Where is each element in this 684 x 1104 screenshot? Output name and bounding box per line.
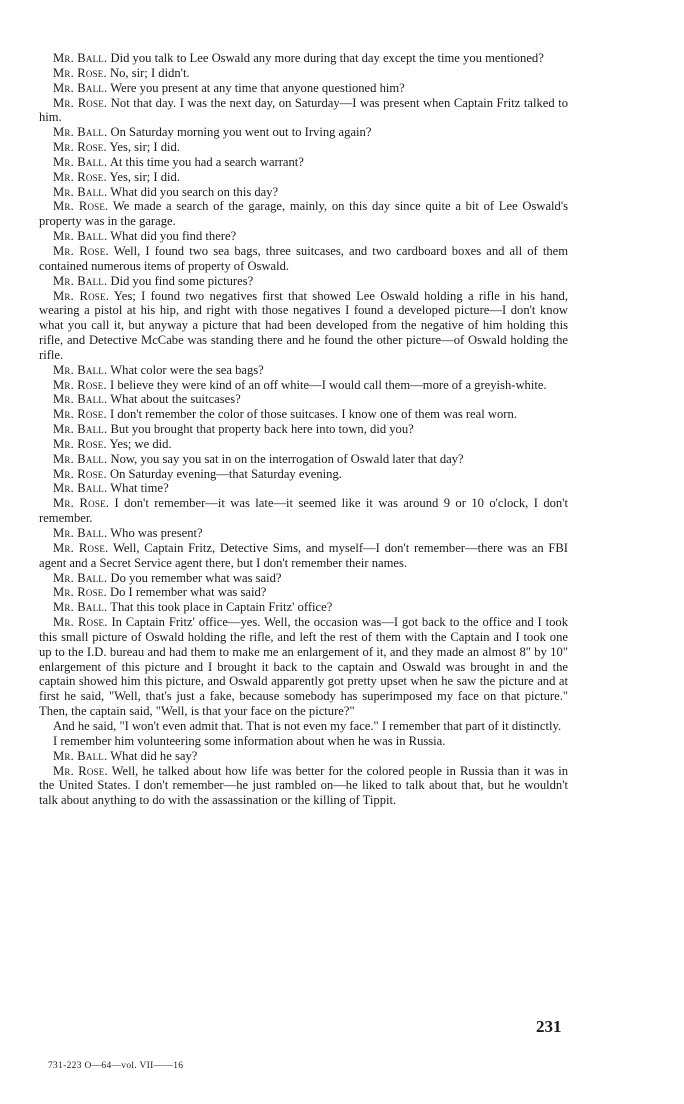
speaker-label: Mr. Rose.	[53, 407, 107, 422]
speaker-label: Mr. Rose.	[53, 95, 108, 110]
speaker-label: Mr. Rose.	[53, 540, 109, 555]
speaker-label: Mr. Ball.	[53, 273, 108, 288]
statement-text: That this took place in Captain Fritz' office?	[110, 600, 333, 615]
statement-text: Yes, sir; I did.	[109, 140, 180, 155]
transcript-paragraph	[39, 244, 568, 274]
statement-text: I don't remember the color of those suitcases. I know one of them was real worn.	[110, 407, 517, 422]
page-number: 231	[536, 1017, 562, 1036]
statement-text: And he said, "I won't even admit that. That is not even my face." I remember that part of it distinctly.	[53, 718, 562, 733]
speaker-label: Mr. Ball.	[53, 362, 108, 377]
statement-text: Did you find some pictures?	[110, 273, 254, 288]
statement-text: In Captain Fritz' office—yes. Well, the occasion was—I got back to the office and I took this small picture of Oswald holding the rifle, and left the rest of them with the Captain and I took one up to the I.D. bureau and had them to make me an enlargement of it, and they made an almost 8" by 10" enlargement of this picture and I brought it back to the captain and Oswald was brought in and the captain showed him this picture, and Oswald apparently got pretty upset when he saw the picture and at first he said, "Well, that's just a fake, because somebody has superimposed my face on that picture." Then, the captain said, "Well, is that your face on the picture?"	[39, 615, 568, 719]
transcript-paragraph	[39, 170, 568, 185]
transcript-paragraph	[39, 199, 568, 229]
transcript-paragraph	[39, 719, 568, 734]
transcript-paragraph	[39, 764, 568, 809]
transcript-paragraph	[39, 229, 568, 244]
transcript-paragraph	[39, 125, 568, 140]
statement-text: Who was present?	[110, 526, 203, 540]
speaker-label: Mr. Rose.	[53, 169, 107, 184]
speaker-label: Mr. Rose.	[53, 243, 109, 258]
statement-text: We made a search of the garage, mainly, on this day since quite a bit of Lee Oswald's property was in the garage.	[39, 199, 568, 229]
speaker-label: Mr. Rose.	[53, 436, 107, 451]
speaker-label: Mr. Rose.	[53, 763, 108, 778]
transcript-paragraph	[39, 749, 568, 764]
speaker-label: Mr. Rose.	[53, 377, 107, 392]
speaker-label: Mr. Ball.	[53, 481, 108, 496]
statement-text: Well, he talked about how life was better for the colored people in Russia than it was in the United States. I don't remember—he just rambled on—he liked to talk about that, but he wouldn't talk about anything to do with the assassination or the killing of Tippit.	[39, 763, 568, 808]
transcript-paragraph	[39, 541, 568, 571]
statement-text: I believe they were kind of an off white—I would call them—more of a greyish-white.	[110, 377, 547, 392]
statement-text: Were you present at any time that anyone questioned him?	[110, 80, 405, 95]
transcript-paragraph	[39, 96, 568, 126]
speaker-label: Mr. Ball.	[53, 392, 108, 407]
statement-text: Do you remember what was said?	[110, 570, 282, 585]
transcript-paragraph	[39, 51, 568, 66]
statement-text: Yes; we did.	[109, 436, 172, 451]
transcript-paragraph	[39, 481, 568, 496]
speaker-label: Mr. Ball.	[53, 80, 108, 95]
transcript-paragraph	[39, 185, 568, 200]
speaker-label: Mr. Rose.	[53, 615, 108, 630]
transcript-paragraph	[39, 81, 568, 96]
speaker-label: Mr. Ball.	[53, 229, 108, 244]
statement-text: No, sir; I didn't.	[110, 65, 190, 80]
speaker-label: Mr. Rose.	[53, 288, 110, 303]
statement-text: What did he say?	[110, 748, 198, 763]
transcript-paragraph	[39, 274, 568, 289]
transcript-paragraph	[39, 66, 568, 81]
transcript-paragraph	[39, 437, 568, 452]
speaker-label: Mr. Rose.	[53, 585, 107, 600]
transcript-paragraph	[39, 140, 568, 155]
statement-text: I remember him volunteering some information about when he was in Russia.	[53, 733, 446, 748]
statement-text: Well, Captain Fritz, Detective Sims, and myself—I don't remember—there was an FBI agent and a Secret Service agent there, but I don't remember their names.	[39, 540, 569, 570]
transcript-paragraph	[39, 155, 568, 170]
transcript-paragraph	[39, 363, 568, 378]
speaker-label: Mr. Ball.	[53, 526, 108, 540]
statement-text: Well, I found two sea bags, three suitcases, and two cardboard boxes and all of them contained numerous items of property of Oswald.	[39, 243, 569, 273]
speaker-label: Mr. Ball.	[53, 125, 108, 140]
transcript-paragraph	[39, 615, 568, 719]
statement-text: What color were the sea bags?	[110, 362, 264, 377]
transcript-paragraph	[39, 571, 568, 586]
transcript-paragraph	[39, 526, 568, 541]
transcript-paragraph	[39, 600, 568, 615]
statement-text: Do I remember what was said?	[110, 585, 267, 600]
transcript-paragraph	[39, 585, 568, 600]
speaker-label: Mr. Ball.	[53, 51, 108, 65]
speaker-label: Mr. Ball.	[53, 154, 108, 169]
transcript-paragraph	[39, 422, 568, 437]
transcript-paragraph	[39, 467, 568, 482]
speaker-label: Mr. Rose.	[53, 199, 109, 214]
statement-text: On Saturday evening—that Saturday evening.	[110, 466, 342, 481]
speaker-label: Mr. Rose.	[53, 140, 107, 155]
speaker-label: Mr. Ball.	[53, 570, 108, 585]
transcript-paragraph	[39, 496, 568, 526]
speaker-label: Mr. Ball.	[53, 184, 108, 199]
statement-text: What time?	[110, 481, 169, 496]
transcript-paragraph	[39, 289, 568, 363]
speaker-label: Mr. Rose.	[53, 466, 107, 481]
speaker-label: Mr. Rose.	[53, 496, 110, 511]
speaker-label: Mr. Ball.	[53, 451, 108, 466]
statement-text: Yes, sir; I did.	[109, 169, 180, 184]
speaker-label: Mr. Ball.	[53, 422, 108, 437]
transcript-body	[39, 51, 568, 808]
transcript-paragraph	[39, 452, 568, 467]
statement-text: On Saturday morning you went out to Irving again?	[110, 125, 372, 140]
transcript-paragraph	[39, 407, 568, 422]
statement-text: Did you talk to Lee Oswald any more during that day except the time you mentioned?	[110, 51, 544, 65]
speaker-label: Mr. Rose.	[53, 65, 107, 80]
speaker-label: Mr. Ball.	[53, 748, 108, 763]
statement-text: At this time you had a search warrant?	[109, 154, 304, 169]
print-code-footer: 731-223 O—64—vol. VII——16	[48, 1061, 184, 1071]
statement-text: Not that day. I was the next day, on Saturday—I was present when Captain Fritz talked to him.	[39, 95, 568, 125]
statement-text: What did you find there?	[110, 229, 237, 244]
speaker-label: Mr. Ball.	[53, 600, 108, 615]
transcript-paragraph	[39, 392, 568, 407]
statement-text: Yes; I found two negatives first that showed Lee Oswald holding a rifle in his hand, wearing a pistol at his hip, and right with those negatives I found a developed picture—I don't know what you call it, but anyway a picture that had been developed from the negative of him holding this rifle, and Detective McCabe was standing there and he found the other picture—of Oswald holding the rifle.	[39, 288, 568, 362]
statement-text: I don't remember—it was late—it seemed like it was around 9 or 10 o'clock, I don't remember.	[39, 496, 568, 526]
transcript-paragraph	[39, 734, 568, 749]
statement-text: Now, you say you sat in on the interrogation of Oswald later that day?	[110, 451, 464, 466]
statement-text: What about the suitcases?	[110, 392, 241, 407]
statement-text: What did you search on this day?	[110, 184, 279, 199]
transcript-paragraph	[39, 378, 568, 393]
statement-text: But you brought that property back here into town, did you?	[110, 422, 414, 437]
